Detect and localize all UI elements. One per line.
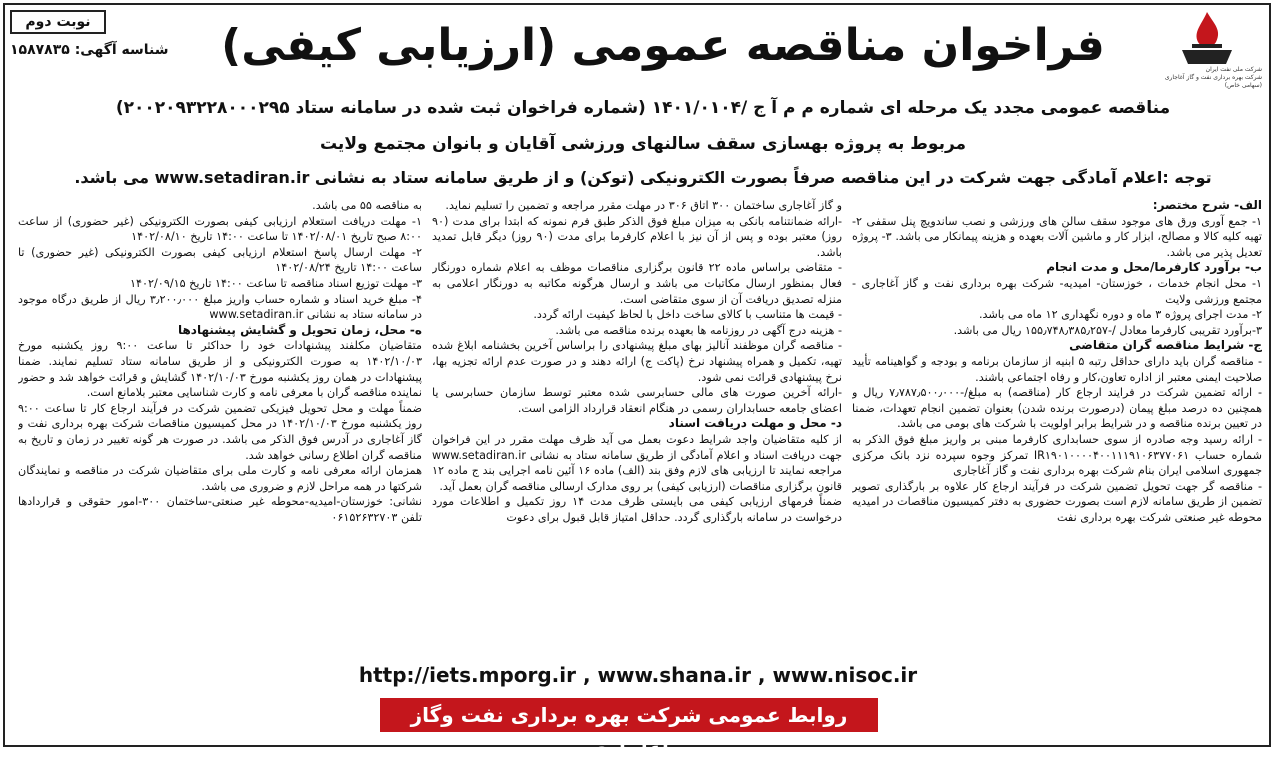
footer-banner: روابط عمومی شرکت بهره برداری نفت وگاز آغاجاری [380, 698, 878, 732]
column-left [18, 198, 422, 650]
company-logo [1152, 8, 1262, 108]
paragraph: ۲- مدت اجرای پروژه ۳ ماه و دوره نگهداری ۱۲ ماه می باشد. [978, 308, 1262, 322]
section-heading: د- محل و مهلت دریافت اسناد [668, 416, 842, 431]
column-right [852, 198, 1262, 650]
ad-id: شناسه آگهی: ۱۵۸۷۸۳۵ [10, 42, 169, 58]
flame-logo-icon [1152, 8, 1262, 68]
paragraph: - مناقصه گر جهت تحویل تضمین شرکت در فرآیند ارجاع کار علاوه بر بارگذاری تصویر تضمین از طریق سامانه لازم است بصورت حضوری به دفتر کمیسیون مناقصات در امیدیه محوطه غیر صنعتی شرکت بهره برداری نفت [852, 479, 1262, 524]
paragraph: - ارائه تضمین شرکت در فرایند ارجاع کار (مناقصه) به مبلغ/-۷٫۷۸۷٫۵۰۰٫۰۰۰ ریال و همچنین ده درصد مبلغ پیمان (درصورت برنده شدن) بعنوان تضمین انجام تعهدات، ضمنا در تعیین برنده مناقصه و در شرایط برابر اولویت با شرکت های بومی می باشد. [852, 386, 1262, 431]
ad-badge [10, 10, 178, 60]
paragraph: - مناقصه گران باید دارای حداقل رتبه ۵ ابنیه از سازمان برنامه و بودجه و گواهینامه تأیید صلاحیت ایمنی معتبر از اداره تعاون،کار و رفاه اجتماعی باشند. [852, 354, 1262, 384]
section-heading: الف- شرح مختصر: [1152, 198, 1262, 212]
paragraph: همزمان ارائه معرفی نامه و کارت ملی برای متقاضیان شرکت در مناقصه و نمایندگان شرکتها در همه مراحل لازم و ضروری می باشد. [18, 464, 422, 493]
paragraph: ۳- مهلت توزیع اسناد مناقصه تا ساعت ۱۴:۰۰ تاریخ ۱۴۰۲/۰۹/۱۵ [130, 276, 422, 290]
section-heading: ج- شرایط مناقصه گران متقاضی [1069, 338, 1262, 353]
project-headline: مربوط به پروژه بهسازی سقف سالنهای ورزشی آقایان و بانوان مجتمع ولایت [319, 134, 967, 154]
paragraph: به مناقصه ۵۵ می باشد. [312, 199, 422, 212]
paragraph: - قیمت ها متناسب با کالای ساخت داخل با لحاظ کیفیت ارائه گردد. [533, 308, 842, 322]
website-links: http://iets.mporg.ir , www.shana.ir , www.nisoc.ir [358, 663, 918, 687]
paragraph: از کلیه متقاضیان واجد شرایط دعوت بعمل می آید ظرف مهلت مقرر در این فراخوان جهت دریافت اسناد و اعلام آمادگی از طریق سامانه ستاد به نشانی www.setadiran.ir مراجعه نمایند تا ارزیابی های لازم وفق بند (الف) ماده ۱۶ آئین نامه اجرایی بند ج ماده ۱۲ قانون برگزاری مناقصات (ارزیابی کیفی) بر روی مدارک ارسالی مناقصه گران بعمل آید. [432, 432, 842, 493]
paragraph: - ارائه رسید وجه صادره از سوی حسابداری کارفرما مبنی بر واریز مبلغ فوق الذکر به شماره حساب IR۱۹۰۱۰۰۰۰۴۰۰۱۱۱۹۱۰۶۳۷۷۰۶۱ تمرکز وجوه سپرده نزد بانک مرکزی جمهوری اسلامی ایران بنام شرکت بهره برداری نفت و گاز آغاجاری [852, 432, 1262, 478]
section-heading: ه- محل، زمان تحویل و گشایش پیشنهادها [177, 322, 422, 337]
paragraph: نشانی: خوزستان-امیدیه-محوطه غیر صنعتی-ساختمان ۳۰۰-امور حقوقی و قراردادها تلفن ۰۶۱۵۲۶۳۲۷۰۳ [18, 495, 422, 524]
page-title: فراخوان مناقصه عمومی (ارزیابی کیفی) [221, 20, 1105, 71]
paragraph: ضمناً فرمهای ارزیابی کیفی می بایستی ظرف مدت ۱۴ روز تکمیل و اطلاعات مورد درخواست در سامانه بارگذاری گردد. حداقل امتیاز قابل قبول برای دعوت [432, 495, 842, 524]
section-heading: ب- برآورد کارفرما/محل و مدت انجام [1046, 260, 1262, 275]
paragraph: ضمناً مهلت و محل تحویل فیزیکی تضمین شرکت در فرآیند ارجاع کار تا ساعت ۹:۰۰ روز یکشنبه مورخ ۱۴۰۲/۱۰/۰۳ در محل کمیسیون مناقصات شرکت بهره برداری نفت و گاز آغاجاری در آدرس فوق الذکر می باشد. در صورت هر گونه تغییر در زمان و تاریخ به مناقصه گران اطلاع رسانی خواهد شد. [18, 401, 422, 462]
column-middle [432, 198, 842, 650]
paragraph: -ارائه ضمانتنامه بانکی به میزان مبلغ فوق الذکر طبق فرم نمونه که ابتدا برای مدت (۹۰ روز) معتبر بوده و پس از آن نیز با اعلام کارفرما برای مدت (۹۰ روز) دیگر قابل تمدید باشد. [432, 214, 842, 259]
logo-text-line1: شرکت ملی نفت ایران [1205, 66, 1262, 73]
paragraph: - مناقصه گران موظفند آنالیز بهای مبلغ پیشنهادی را براساس آخرین بخشنامه ابلاغ شده تهیه، تکمیل و همراه پیشنهاد نرخ (پاکت ج) ارائه دهند و در صورت عدم ارائه تجزیه بها، نرخ پیشنهادی قرائت نمی شود. [432, 339, 842, 384]
paragraph: ۲- مهلت ارسال پاسخ استعلام ارزیابی کیفی بصورت الکترونیکی (غیر حضوری) تا ساعت ۱۴:۰۰ تاریخ ۱۴۰۲/۰۸/۲۴ [18, 245, 422, 275]
paragraph: ۱- جمع آوری ورق های موجود سقف سالن های ورزشی و نصب ساندویچ پنل سقفی ۲- تهیه کلیه کالا و مصالح، ابزار کار و ماشین آلات بعهده و هزینه پیمانکار می باشد. ۳- پروژه تعدیل پذیر می باشد. [852, 214, 1262, 259]
paragraph: ۱- محل انجام خدمات ، خوزستان- امیدیه- شرکت بهره برداری نفت و گاز آغاجاری - مجتمع ورزشی ولایت [852, 276, 1262, 306]
paragraph: ۱- مهلت دریافت استعلام ارزیابی کیفی بصورت الکترونیکی (غیر حضوری) از ساعت ۸:۰۰ صبح تاریخ ۱۴۰۲/۰۸/۰۱ تا ساعت ۱۴:۰۰ تاریخ ۱۴۰۲/۰۸/۱۰ [18, 214, 422, 244]
tender-headline: مناقصه عمومی مجدد یک مرحله ای شماره م م آ ج /۱۴۰۱/۰۱۰۴ (شماره فراخوان ثبت شده در سامانه ستاد ۲۰۰۲۰۹۳۲۲۸۰۰۰۲۹۵) [115, 98, 1171, 118]
round-label: نوبت دوم [10, 10, 106, 34]
paragraph: و گاز آغاجاری ساختمان ۳۰۰ اتاق ۳۰۶ در مهلت مقرر مراجعه و تضمین را تسلیم نماید. [445, 199, 842, 212]
logo-caption [1152, 66, 1262, 90]
paragraph: متقاضیان مکلفند پیشنهادات خود را حداکثر تا ساعت ۹:۰۰ روز یکشنبه مورخ ۱۴۰۲/۱۰/۰۳ به صورت الکترونیکی و از طریق سامانه ستاد تسلیم نمایند. ضمنا پیشنهادات در همان روز یکشنبه مورخ ۱۴۰۲/۱۰/۰۳ گشایش و قرائت خواهد شد و حضور نماینده مناقصه گران با معرفی نامه و کارت شناسایی معتبر بلامانع است. [18, 339, 422, 400]
paragraph: ۳-برآورد تقریبی کارفرما معادل /-۱۵۵٫۷۴۸٫۳۸۵٫۲۵۷ ریال می باشد. [953, 323, 1262, 337]
paragraph: - متقاضی براساس ماده ۲۲ قانون برگزاری مناقصات موظف به اعلام شماره دورنگار فعال بمنظور ارسال مکاتبات می باشد و ارسال هرگونه مکاتبه به دورنگار اعلامی به منزله تصدیق دریافت آن از سوی متقاضی است. [432, 261, 842, 306]
paragraph: -ارائه آخرین صورت های مالی حسابرسی شده معتبر توسط سازمان حسابرسی یا اعضای جامعه حسابداران رسمی در هنگام انعقاد قرارداد الزامی است. [432, 386, 842, 415]
logo-text-line2: شرکت بهره برداری نفت و گاز آغاجاری (سهامی خاص) [1164, 74, 1262, 89]
notice-line: توجه :اعلام آمادگی جهت شرکت در این مناقصه صرفاً بصورت الکترونیکی (توکن) و از طریق سامانه ستاد به نشانی www.setadiran.ir می باشد. [74, 168, 1212, 187]
paragraph: ۴- مبلغ خرید اسناد و شماره حساب واریز مبلغ ۳٫۲۰۰٫۰۰۰ ریال از طریق درگاه موجود در سامانه ستاد به نشانی www.setadiran.ir [18, 292, 422, 322]
paragraph: - هزینه درج آگهی در روزنامه ها بعهده برنده مناقصه می باشد. [555, 323, 842, 337]
